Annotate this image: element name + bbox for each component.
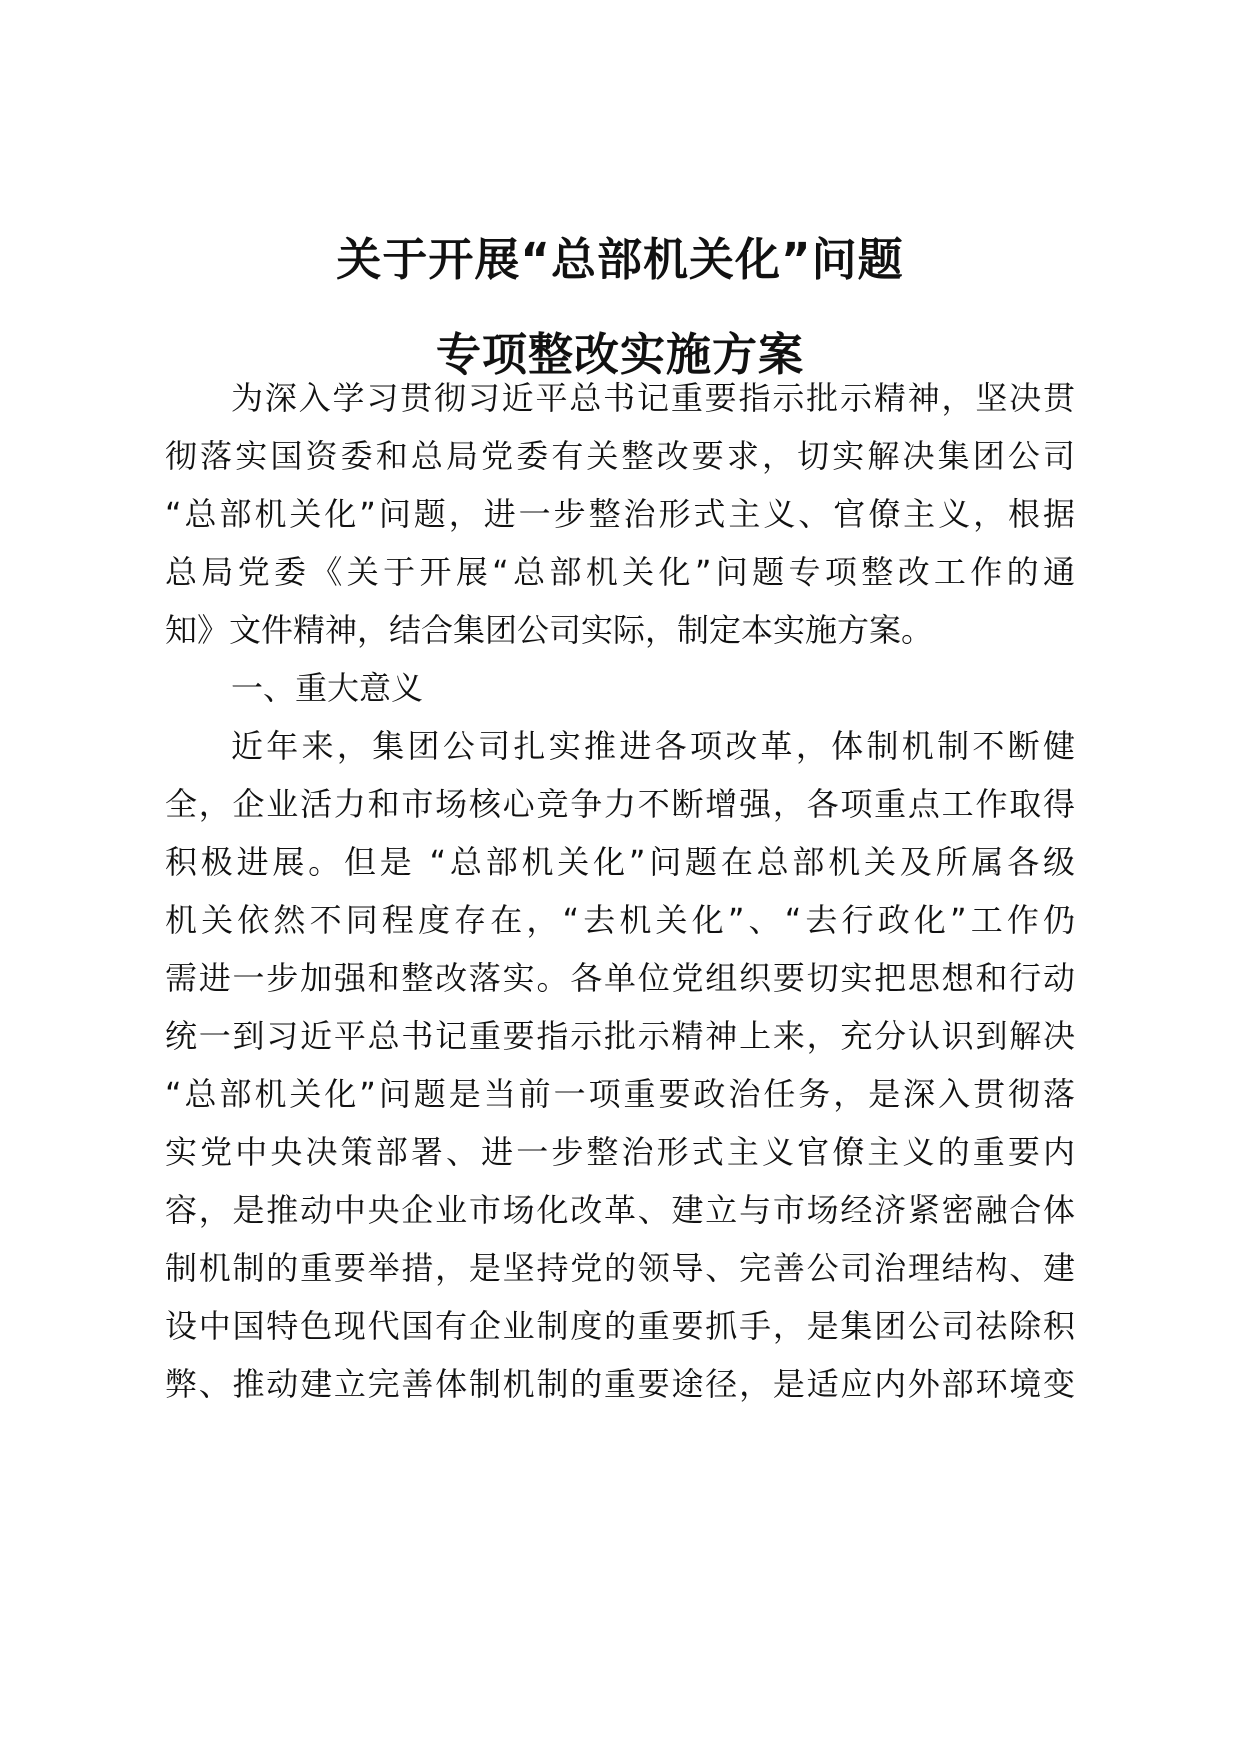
- body-line-14: 实党中央决策部署、进一步整治形式主义官僚主义的重要内: [165, 1133, 1075, 1171]
- body-line-11: 需进一步加强和整改落实。各单位党组织要切实把思想和行动: [165, 959, 1075, 997]
- body-line-13: “总部机关化”问题是当前一项重要政治任务，是深入贯彻落: [165, 1075, 1075, 1113]
- body-line-3: “总部机关化”问题，进一步整治形式主义、官僚主义，根据: [165, 495, 1075, 533]
- body-line-7: 近年来，集团公司扎实推进各项改革，体制机制不断健: [231, 727, 1075, 765]
- body-line-8: 全，企业活力和市场核心竞争力不断增强，各项重点工作取得: [165, 785, 1075, 823]
- body-line-1: 为深入学习贯彻习近平总书记重要指示批示精神，坚决贯: [231, 379, 1075, 417]
- body-line-16: 制机制的重要举措，是坚持党的领导、完善公司治理结构、建: [165, 1249, 1075, 1287]
- document-title-line-1: 关于开展“总部机关化”问题: [336, 233, 904, 286]
- body-line-9: 积极进展。但是 “总部机关化”问题在总部机关及所属各级: [165, 843, 1075, 881]
- body-line-12: 统一到习近平总书记重要指示批示精神上来，充分认识到解决: [165, 1017, 1075, 1055]
- section-heading-1: 一、重大意义: [231, 669, 424, 707]
- body-line-17: 设中国特色现代国有企业制度的重要抓手，是集团公司祛除积: [165, 1307, 1075, 1345]
- body-line-10: 机关依然不同程度存在，“去机关化”、“去行政化”工作仍: [165, 901, 1075, 939]
- document-title-line-2: 专项整改实施方案: [435, 328, 804, 381]
- body-line-15: 容，是推动中央企业市场化改革、建立与市场经济紧密融合体: [165, 1191, 1075, 1229]
- body-line-4: 总局党委《关于开展“总部机关化”问题专项整改工作的通: [165, 553, 1075, 591]
- body-line-5: 知》文件精神，结合集团公司实际，制定本实施方案。: [165, 611, 934, 649]
- body-line-2: 彻落实国资委和总局党委有关整改要求，切实解决集团公司: [165, 437, 1075, 475]
- body-line-18: 弊、推动建立完善体制机制的重要途径，是适应内外部环境变: [165, 1365, 1075, 1403]
